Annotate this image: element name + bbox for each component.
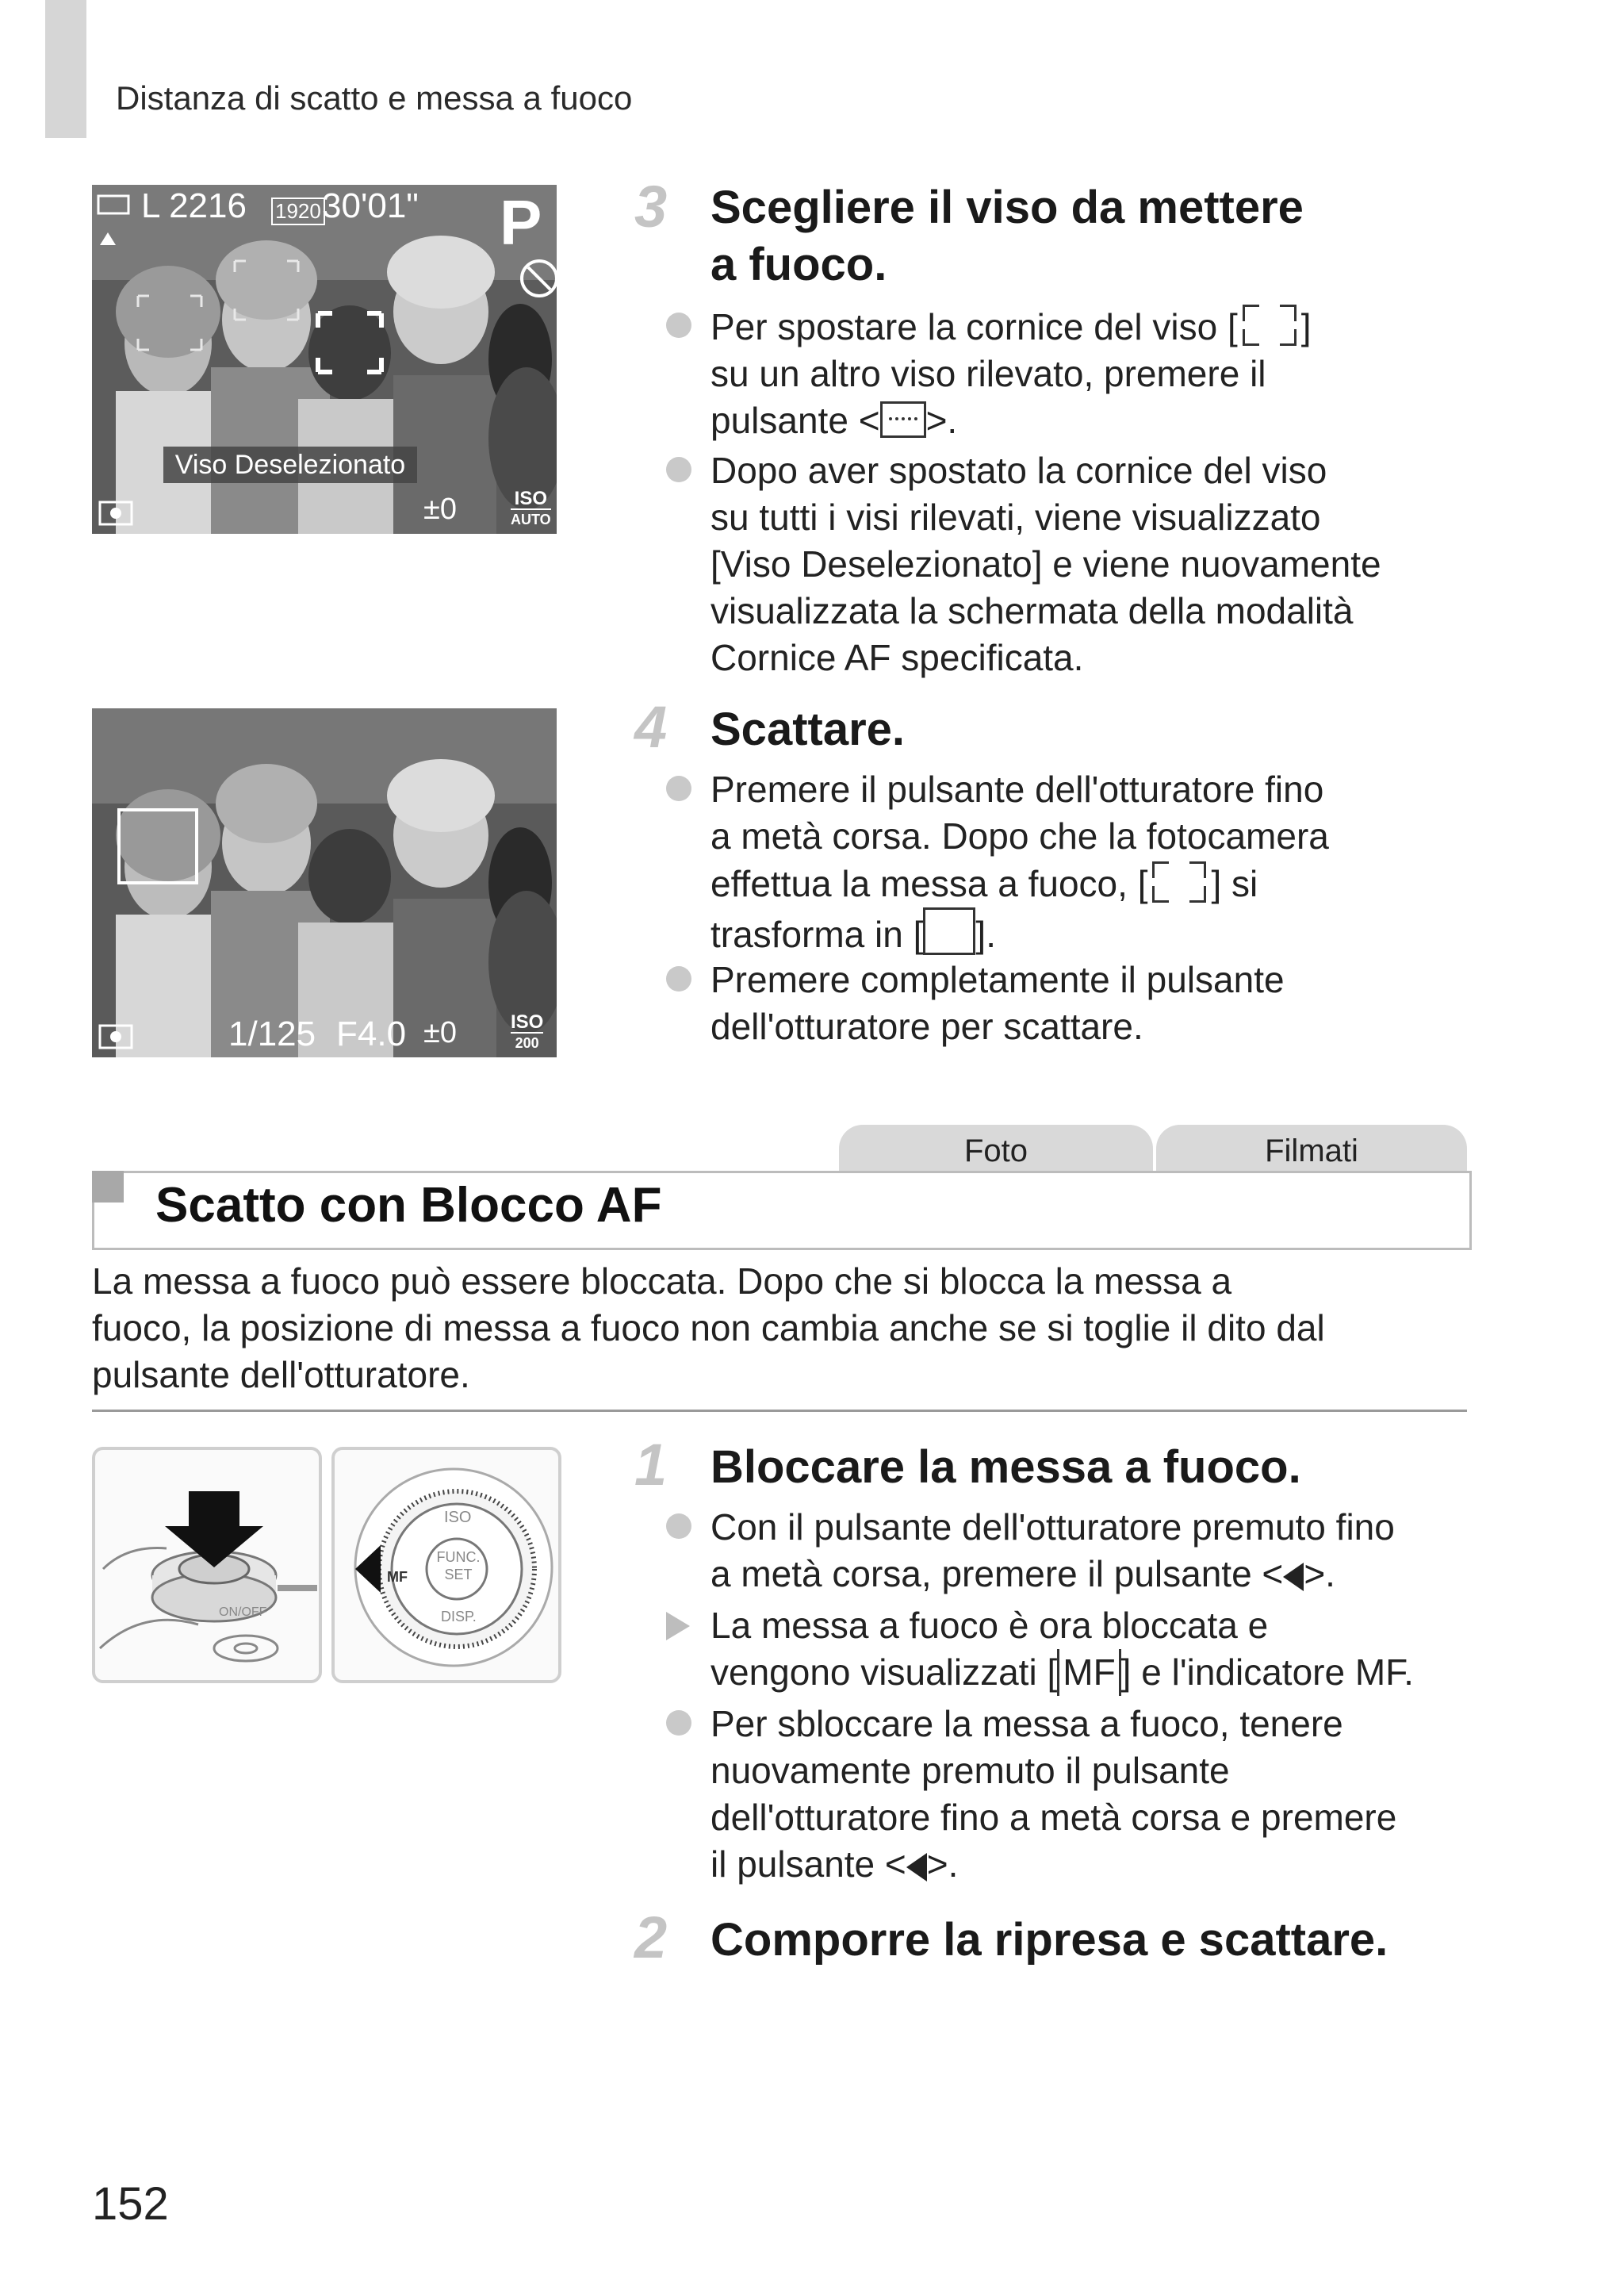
bullet-line: Dopo aver spostato la cornice del viso (710, 450, 1327, 491)
bullet-line: dell'otturatore per scattare. (710, 1006, 1143, 1047)
bullet-line (710, 1649, 1551, 1696)
instruction-bullet (666, 447, 1535, 681)
tab-filmati: Filmati (1156, 1125, 1467, 1171)
intro-line: pulsante dell'otturatore. (92, 1354, 470, 1395)
bullet-line: Con il pulsante dell'otturatore premuto fino (710, 1506, 1395, 1548)
bullet-text: ] si (1211, 863, 1258, 904)
bullet-circle-icon (666, 1513, 691, 1539)
left-button-icon (1283, 1563, 1304, 1591)
step-title: Comporre la ripresa e scattare. (710, 1914, 1388, 1966)
aperture-value: F4.0 (336, 1015, 407, 1053)
bullet-line: su un altro viso rilevato, premere il (710, 353, 1266, 394)
section-divider (92, 1410, 1467, 1412)
dial-disp-label: DISP. (441, 1609, 477, 1624)
status-message: Viso Deselezionato (174, 450, 406, 480)
instruction-bullet (666, 1701, 1551, 1888)
face-frame-icon (1147, 860, 1211, 904)
section-intro (92, 1258, 1488, 1398)
face-select-button-icon (880, 401, 926, 438)
tab-foto: Foto (839, 1125, 1153, 1171)
bullet-line: Cornice AF specificata. (710, 637, 1084, 678)
bullet-text: Per spostare la cornice del viso [ (710, 306, 1238, 347)
set-label: SET (444, 1567, 473, 1582)
bullet-line: Premere completamente il pulsante (710, 959, 1285, 1000)
iso-value: 200 (515, 1035, 539, 1051)
func-label: FUNC. (436, 1549, 481, 1565)
bullet-circle-icon (666, 457, 691, 482)
dial-iso-label: ISO (444, 1509, 472, 1526)
bullet-text: ] e l'indicatore MF. (1120, 1651, 1414, 1693)
bullet-line (710, 907, 1535, 958)
bullet-circle-icon (666, 1710, 691, 1736)
bullet-text: ]. (975, 914, 996, 955)
bullet-line: [Viso Deselezionato] e viene nuovamente (710, 543, 1381, 585)
chapter-tab-marker (45, 0, 86, 138)
shutter-speed: 1/125 (228, 1015, 316, 1053)
bullet-text: >. (1304, 1553, 1335, 1594)
camera-screen-photo-2 (92, 708, 557, 1057)
bullet-text: a metà corsa, premere il pulsante < (710, 1553, 1284, 1594)
bullet-line: nuovamente premuto il pulsante (710, 1750, 1230, 1791)
bullet-line: dell'otturatore fino a metà corsa e premere (710, 1797, 1397, 1838)
result-triangle-icon (666, 1612, 690, 1640)
bullet-line (710, 1551, 1551, 1598)
step-title-line: Scegliere il viso da mettere (710, 182, 1304, 233)
iso-value: AUTO (511, 512, 551, 527)
mf-indicator-icon: MF (1057, 1649, 1120, 1696)
shutter-press-diagram (95, 1450, 319, 1680)
face-frame-icon (1238, 303, 1301, 347)
control-dial-illustration (331, 1447, 561, 1683)
step-number: 4 (634, 694, 668, 760)
instruction-bullet (666, 1504, 1551, 1598)
bullet-text: ] (1300, 306, 1312, 347)
resolution-readout: L 2216 (141, 186, 247, 225)
children-focus-photo (92, 708, 557, 1057)
dial-mf-label: MF (387, 1569, 408, 1585)
iso-indicator (511, 489, 551, 529)
section-title: Scatto con Blocco AF (155, 1178, 662, 1233)
page-header-title: Distanza di scatto e messa a fuoco (116, 79, 633, 117)
instruction-bullet (666, 766, 1535, 958)
section-marker-icon (92, 1171, 124, 1203)
movie-quality-badge: 1920 (271, 198, 325, 225)
intro-line: La messa a fuoco può essere bloccata. Dopo che si blocca la messa a (92, 1260, 1232, 1302)
focused-frame-icon (923, 907, 975, 955)
step-title-line: a fuoco. (710, 239, 887, 290)
bullet-text: vengono visualizzati [ (710, 1651, 1058, 1693)
step-number: 2 (634, 1904, 668, 1970)
bullet-circle-icon (666, 966, 691, 992)
camera-screen-photo-1 (92, 185, 557, 534)
bullet-text: effettua la messa a fuoco, [ (710, 863, 1148, 904)
bullet-line (710, 397, 1535, 444)
instruction-bullet (666, 1602, 1551, 1696)
bullet-line (710, 1841, 1551, 1888)
shooting-mode-indicator: P (500, 187, 542, 258)
bullet-text: il pulsante < (710, 1843, 906, 1885)
step-number: 1 (634, 1432, 668, 1498)
iso-label: ISO (511, 1011, 544, 1033)
bullet-line: La messa a fuoco è ora bloccata e (710, 1605, 1269, 1646)
exposure-compensation: ±0 (423, 1016, 457, 1049)
bullet-text: >. (926, 1843, 959, 1885)
shutter-button-illustration (92, 1447, 322, 1683)
bullet-line (710, 860, 1535, 907)
step-title (710, 179, 1304, 293)
onoff-label: ON/OFF (219, 1605, 267, 1619)
bullet-line (710, 303, 1535, 351)
intro-line: fuoco, la posizione di messa a fuoco non cambia anche se si toglie il dito dal (92, 1307, 1325, 1348)
left-button-icon (906, 1853, 927, 1881)
bullet-text: pulsante < (710, 400, 880, 441)
bullet-text: trasforma in [ (710, 914, 924, 955)
instruction-bullet (666, 303, 1535, 444)
iso-label: ISO (511, 489, 551, 510)
bullet-circle-icon (666, 776, 691, 801)
step-number: 3 (634, 174, 668, 240)
bullet-circle-icon (666, 313, 691, 338)
time-remaining: 30'01" (322, 186, 419, 225)
bullet-line: su tutti i visi rilevati, viene visualizzato (710, 497, 1321, 538)
step-title: Bloccare la messa a fuoco. (710, 1441, 1301, 1493)
page-number: 152 (92, 2178, 169, 2230)
bullet-line: visualizzata la schermata della modalità (710, 590, 1354, 631)
instruction-bullet (666, 957, 1535, 1050)
step-title: Scattare. (710, 704, 906, 755)
exposure-compensation: ±0 (423, 493, 457, 526)
bullet-text: >. (925, 400, 958, 441)
func-set-button (435, 1548, 482, 1583)
iso-indicator (511, 1013, 543, 1053)
bullet-line: Premere il pulsante dell'otturatore fino (710, 769, 1324, 810)
bullet-line: Per sbloccare la messa a fuoco, tenere (710, 1703, 1343, 1744)
bullet-line: a metà corsa. Dopo che la fotocamera (710, 815, 1329, 857)
